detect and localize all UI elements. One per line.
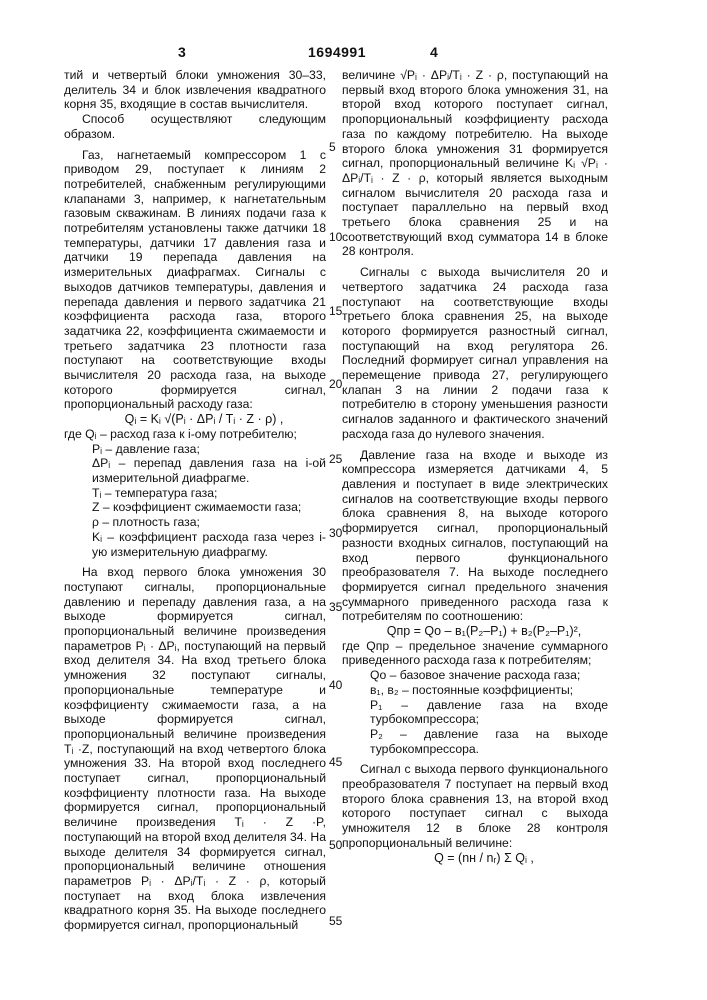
- line-number: 50: [329, 838, 343, 852]
- definition: где Qпр – предельное значение суммарного приведенного расхода газа к потребителям;: [342, 638, 608, 668]
- definition: P₂ – давление газа на выходе турбокомпрессора.: [370, 726, 608, 756]
- definition: Pᵢ – давление газа;: [92, 441, 200, 456]
- line-number: 20: [329, 377, 343, 391]
- paragraph: Газ, нагнетаемый компрессором 1 с приводом 29, поступает к линиям 2 потребителей, снабженным регулирующими клапанами 3, например, к нагнетательным газовым скважинам. В линиях подачи газа к потребителям установлены также датчики 18 температуры, датчики 17 давления газа и датчики 19 перепада давления на измерительных диафрагмах. Сигналы с выходов датчиков температуры, давления и перепада давления и первого задатчика 21 коэффициента расхода газа, второго задатчика 22, коэффициента сжимаемости и третьего задатчика 23 плотности газа поступают на соответствующие входы вычислителя 20 расхода газа, на выходе которого формируется сигнал, пропорциональный расходу газа:: [64, 147, 326, 412]
- line-number: 25: [329, 452, 343, 466]
- paragraph: Способ осуществляют следующим образом.: [64, 112, 326, 141]
- definition: в₁, в₂ – постоянные коэффициенты;: [370, 682, 574, 697]
- definition: ρ – плотность газа;: [92, 515, 200, 530]
- line-number: 35: [329, 600, 343, 614]
- definition: Z – коэффициент сжимаемости газа;: [92, 500, 302, 515]
- definition: где Qᵢ – расход газа к i-ому потребителю;: [64, 426, 297, 441]
- formula-total-flow: Q = (nн / nᵣ) Σ Qᵢ ,: [434, 850, 534, 865]
- paragraph: Давление газа на входе и выходе из компрессора измеряется датчиками 4, 5 давления и поступает в виде электрических сигналов на соответствующие входы первого блока сравнения 8, на выходе которого формируется сигнал, пропорциональный разности входных сигналов, поступающий на вход первого функционального преобразователя 7. На выходе последнего формируется сигнал предельного значения суммарного приведенного расхода газа к потребителям по соотношению:: [342, 447, 608, 624]
- definition: Kᵢ – коэффициент расхода газа через i-ую измерительную диафрагму.: [92, 529, 326, 559]
- patent-number: 1694991: [308, 44, 367, 60]
- formula-gas-flow: Qᵢ = Kᵢ √(Pᵢ · ΔPᵢ / Tᵢ · Z · ρ) ,: [124, 412, 284, 427]
- line-number: 45: [329, 755, 343, 769]
- left-page-number: 3: [178, 44, 186, 60]
- line-number: 55: [329, 914, 343, 928]
- paragraph: тий и четвертый блоки умножения 30–33, делитель 34 и блок извлечения квадратного корня 35, входящие в состав вычислителя.: [64, 68, 326, 112]
- right-column: [342, 68, 608, 865]
- left-column: [64, 68, 326, 933]
- definition: P₁ – давление газа на входе турбокомпрессора;: [370, 697, 608, 727]
- definition: Qo – базовое значение расхода газа;: [370, 668, 581, 683]
- definition: ΔPᵢ – перепад давления газа на i-ой измерительной диафрагме.: [92, 456, 326, 485]
- line-number: 30: [329, 526, 343, 540]
- line-number: 10: [329, 230, 343, 244]
- paragraph: величине √Pᵢ · ΔPᵢ/Tᵢ · Z · ρ, поступающий на первый вход второго блока умножения 31, на второй вход которого поступает сигнал, пропорциональный коэффициенту расхода газа по каждому потребителю. На выходе второго блока умножения 31 формируется сигнал, пропорциональный величине Kᵢ √Pᵢ · ΔPᵢ/Tᵢ · Z · ρ, который является выходным сигналом вычислителя 20 расхода газа и поступает параллельно на первый вход третьего блока сравнения 25 и на соответствующий вход сумматора 14 в блоке 28 контроля.: [342, 68, 608, 259]
- definition: Tᵢ – температура газа;: [92, 485, 218, 500]
- formula-limit-flow: Qпр = Qo – в₁(P₂–P₁) + в₂(P₂–P₁)²,: [386, 624, 582, 639]
- line-number: 15: [329, 304, 343, 318]
- line-number: 5: [329, 140, 336, 154]
- line-number: 40: [329, 678, 343, 692]
- paragraph: На вход первого блока умножения 30 поступают сигналы, пропорциональные давлению и перепаду давления газа, а на выходе формируется сигнал, пропорциональный величине произведения параметров Pᵢ · ΔPᵢ, поступающий на первый вход делителя 34. На вход третьего блока умножения 32 поступают сигналы, пропорциональные температуре и коэффициенту сжимаемости газа, а на выходе формируется сигнал, пропорциональный величине произведения Tᵢ ·Z, поступающий на вход четвертого блока умножения 33. На второй вход последнего поступает сигнал, пропорциональный коэффициенту плотности газа. На выходе формируется сигнал, пропорциональный величине произведения Tᵢ · Z ·P, поступающий на второй вход делителя 34. На выходе делителя 34 формируется сигнал, пропорциональный величине отношения параметров Pᵢ · ΔPᵢ/Tᵢ · Z · ρ, который поступает на вход блока извлечения квадратного корня 35. На выходе последнего формируется сигнал, пропорциональный: [64, 565, 326, 933]
- paragraph: Сигналы с выхода вычислителя 20 и четвертого задатчика 24 расхода газа поступают на соответствующие входы третьего блока сравнения 25, на выходе которого формируется разностный сигнал, поступающий на вход регулятора 26. Последний формирует сигнал управления на перемещение привода 27, регулирующего клапан 3 на линии 2 подачи газа к потребителю в сторону уменьшения разности сигналов заданного и фактического значений расхода газа до нулевого значения.: [342, 265, 608, 441]
- right-page-number: 4: [430, 44, 438, 60]
- paragraph: Сигнал с выхода первого функционального преобразователя 7 поступает на первый вход второго блока сравнения 13, на второй вход которого поступает сигнал с выхода умножителя 12 в блоке 28 контроля пропорциональный величине:: [342, 762, 608, 850]
